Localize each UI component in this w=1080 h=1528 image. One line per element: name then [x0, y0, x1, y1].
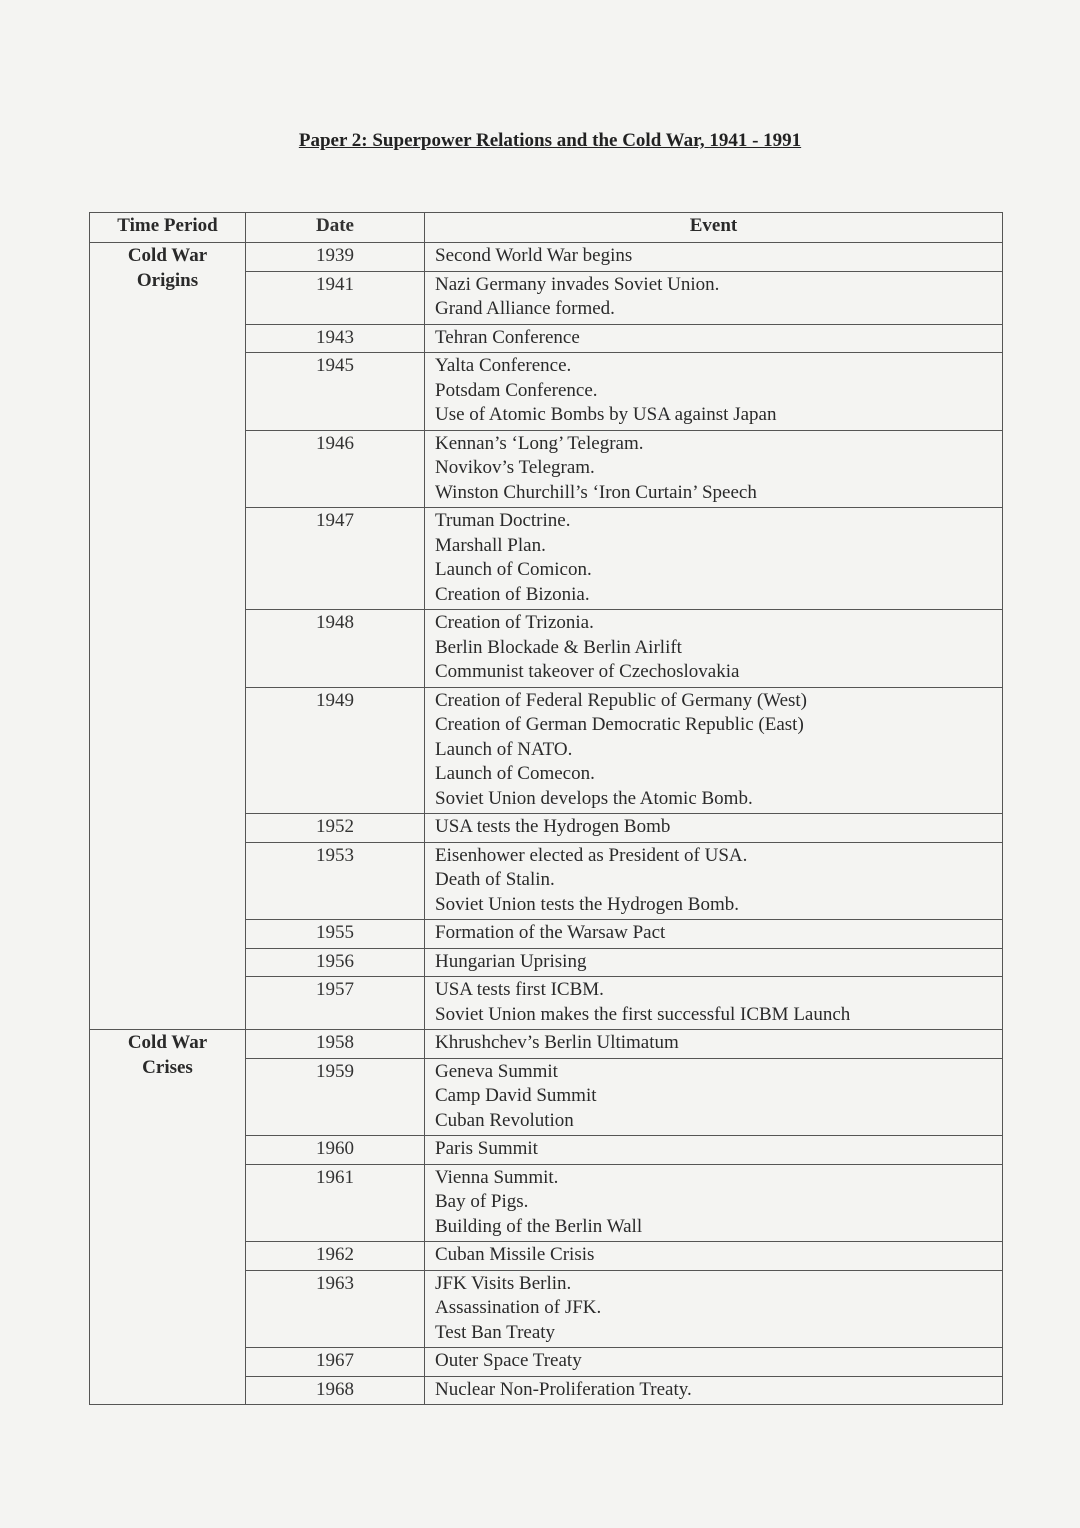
- event-line: Soviet Union makes the first successful ICBM Launch: [435, 1003, 851, 1025]
- event-line: Marshall Plan.: [435, 534, 546, 556]
- event-line: Camp David Summit: [435, 1085, 597, 1106]
- event-cell: [425, 842, 1003, 920]
- event-line: Kennan’s ‘Long’ Telegram.: [435, 432, 644, 454]
- table-row: [90, 1030, 1003, 1059]
- event-line: USA tests the Hydrogen Bomb: [435, 816, 671, 837]
- date-cell: 1961: [246, 1164, 425, 1242]
- event-line: Launch of Comecon.: [435, 763, 595, 784]
- event-cell: [425, 353, 1003, 431]
- event-line: Hungarian Uprising: [435, 950, 587, 972]
- event-line: Second World War begins: [435, 245, 633, 266]
- event-line: Soviet Union develops the Atomic Bomb.: [435, 787, 753, 809]
- date-cell: 1960: [246, 1136, 425, 1165]
- date-cell: 1956: [246, 948, 425, 977]
- event-line: Soviet Union tests the Hydrogen Bomb.: [435, 893, 739, 915]
- event-line: Cuban Missile Crisis: [435, 1244, 595, 1265]
- event-cell: [425, 1058, 1003, 1136]
- event-line: Communist takeover of Czechoslovakia: [435, 661, 740, 682]
- table-row: [90, 243, 1003, 272]
- event-line: Berlin Blockade & Berlin Airlift: [435, 636, 682, 658]
- time-period-cell: [90, 243, 246, 1030]
- date-cell: 1949: [246, 687, 425, 814]
- date-cell: 1962: [246, 1242, 425, 1271]
- time-period-label: Crises: [142, 1056, 193, 1078]
- header-time-period: Time Period: [90, 213, 246, 243]
- event-line: Bay of Pigs.: [435, 1191, 529, 1212]
- timeline-body: [90, 243, 1003, 1405]
- date-cell: 1952: [246, 814, 425, 843]
- event-line: Creation of Trizonia.: [435, 612, 594, 633]
- event-line: Test Ban Treaty: [435, 1321, 556, 1343]
- event-line: Paris Summit: [435, 1138, 538, 1159]
- header-event: Event: [425, 213, 1003, 243]
- date-cell: 1941: [246, 271, 425, 324]
- event-cell: [425, 1030, 1003, 1059]
- event-line: Use of Atomic Bombs by USA against Japan: [435, 404, 777, 425]
- event-cell: [425, 948, 1003, 977]
- event-line: Assassination of JFK.: [435, 1297, 602, 1318]
- event-line: Formation of the Warsaw Pact: [435, 922, 666, 943]
- event-cell: [425, 1242, 1003, 1271]
- event-line: Nazi Germany invades Soviet Union.: [435, 273, 720, 295]
- event-cell: [425, 508, 1003, 610]
- date-cell: 1953: [246, 842, 425, 920]
- date-cell: 1946: [246, 430, 425, 508]
- table-header-row: [90, 213, 1003, 243]
- time-period-label: Cold War: [127, 1032, 208, 1053]
- event-line: Vienna Summit.: [435, 1166, 559, 1188]
- event-cell: [425, 1270, 1003, 1348]
- event-line: Khrushchev’s Berlin Ultimatum: [435, 1032, 679, 1053]
- event-cell: [425, 1164, 1003, 1242]
- event-cell: [425, 920, 1003, 949]
- event-line: Outer Space Treaty: [435, 1350, 582, 1371]
- date-cell: 1957: [246, 977, 425, 1030]
- date-cell: 1967: [246, 1348, 425, 1377]
- time-period-cell: [90, 1030, 246, 1405]
- event-line: Tehran Conference: [435, 326, 580, 348]
- event-line: Creation of Federal Republic of Germany (West): [435, 689, 808, 711]
- document-title: Paper 2: Superpower Relations and the Cold War, 1941 - 1991: [298, 130, 802, 151]
- date-cell: 1939: [246, 243, 425, 272]
- timeline-table: [89, 212, 1003, 1405]
- event-cell: [425, 1136, 1003, 1165]
- event-cell: [425, 1348, 1003, 1377]
- event-cell: [425, 430, 1003, 508]
- event-line: Geneva Summit: [435, 1060, 558, 1082]
- date-cell: 1955: [246, 920, 425, 949]
- event-line: Eisenhower elected as President of USA.: [435, 844, 748, 866]
- event-line: Potsdam Conference.: [435, 379, 598, 401]
- event-cell: [425, 814, 1003, 843]
- event-line: Creation of German Democratic Republic (East): [435, 714, 804, 735]
- date-cell: 1958: [246, 1030, 425, 1059]
- header-date: Date: [246, 213, 425, 243]
- event-line: Launch of Comicon.: [435, 559, 592, 580]
- event-cell: [425, 271, 1003, 324]
- date-cell: 1948: [246, 610, 425, 688]
- event-cell: [425, 1376, 1003, 1405]
- event-line: JFK Visits Berlin.: [435, 1272, 572, 1294]
- event-line: Death of Stalin.: [435, 869, 555, 890]
- date-cell: 1968: [246, 1376, 425, 1405]
- time-period-label: Cold War: [127, 245, 208, 266]
- date-cell: 1945: [246, 353, 425, 431]
- event-line: Nuclear Non-Proliferation Treaty.: [435, 1378, 692, 1400]
- event-line: Launch of NATO.: [435, 738, 573, 760]
- event-line: Novikov’s Telegram.: [435, 457, 595, 478]
- date-cell: 1963: [246, 1270, 425, 1348]
- event-cell: [425, 610, 1003, 688]
- event-cell: [425, 324, 1003, 353]
- event-line: Grand Alliance formed.: [435, 298, 615, 319]
- event-line: Winston Churchill’s ‘Iron Curtain’ Speech: [435, 481, 757, 503]
- date-cell: 1947: [246, 508, 425, 610]
- event-cell: [425, 687, 1003, 814]
- event-line: Cuban Revolution: [435, 1109, 574, 1131]
- event-line: USA tests first ICBM.: [435, 979, 604, 1000]
- event-cell: [425, 243, 1003, 272]
- event-line: Building of the Berlin Wall: [435, 1215, 643, 1237]
- event-line: Creation of Bizonia.: [435, 583, 590, 605]
- date-cell: 1943: [246, 324, 425, 353]
- event-cell: [425, 977, 1003, 1030]
- time-period-label: Origins: [136, 269, 199, 291]
- event-line: Truman Doctrine.: [435, 510, 571, 531]
- date-cell: 1959: [246, 1058, 425, 1136]
- event-line: Yalta Conference.: [435, 355, 572, 376]
